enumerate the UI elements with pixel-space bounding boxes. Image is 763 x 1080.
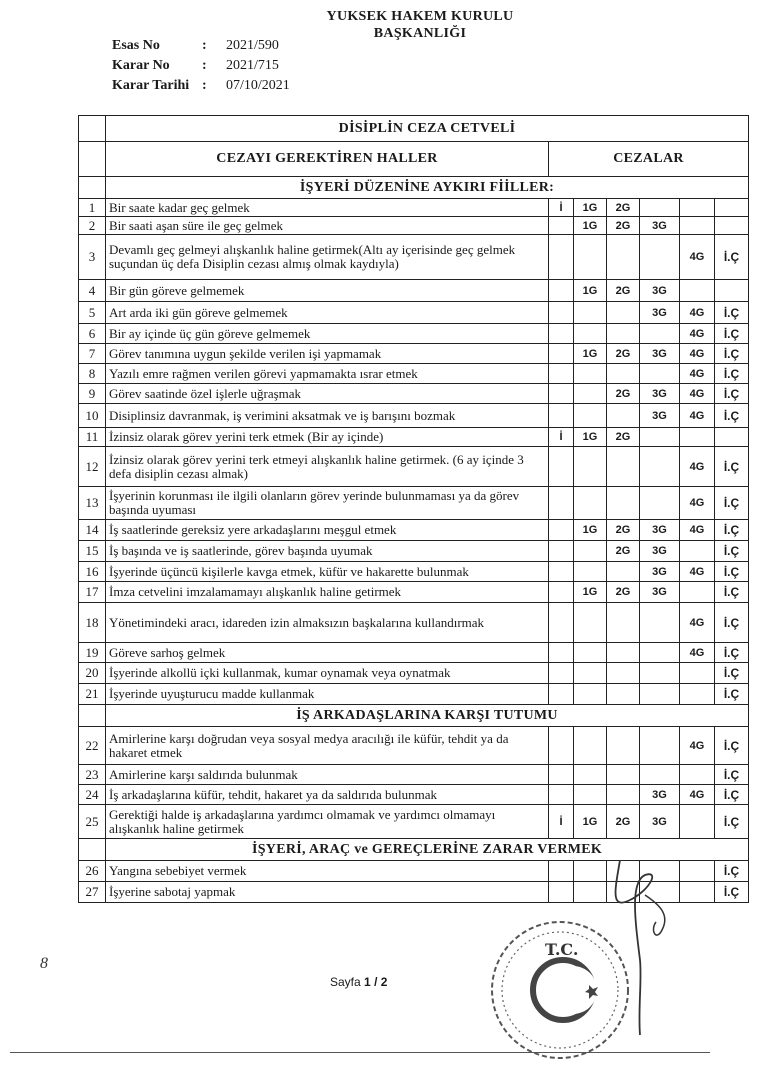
table-row [79,541,749,562]
penalty-cell [680,684,715,705]
row-description: İşyerinde uyuşturucu madde kullanmak [106,684,549,705]
penalty-cell [574,643,607,663]
penalty-cell [549,785,574,805]
row-number: 5 [79,302,106,324]
penalty-cell: İ.Ç [715,603,749,643]
row-number: 6 [79,324,106,344]
penalty-cell: 1G [574,217,607,235]
penalty-cell [680,663,715,684]
row-description: İmza cetvelini imzalamamayı alışkanlık haline getirmek [106,582,549,603]
page-bottom-rule [10,1052,710,1053]
penalty-cell: 4G [680,520,715,541]
row-description: Disiplinsiz davranmak, iş verimini aksatmak ve iş barışını bozmak [106,404,549,428]
row-description: Devamlı geç gelmeyi alışkanlık haline getirmek(Altı ay içerisinde geç gelmek suçundan üç defa Disiplin cezası almış olmak kaydıyla) [106,235,549,280]
penalty-cell: 4G [680,344,715,364]
table-title-row [79,116,749,142]
row-number: 11 [79,428,106,447]
penalty-cell [607,364,640,384]
row-number: 18 [79,603,106,643]
penalty-cell: 4G [680,487,715,520]
penalty-cell: 3G [640,302,680,324]
row-number: 1 [79,199,106,217]
penalty-cell [640,603,680,643]
penalty-cell: İ.Ç [715,324,749,344]
table-row [79,280,749,302]
table-row [79,404,749,428]
penalty-cell: İ.Ç [715,882,749,903]
table-row [79,684,749,705]
penalty-cell [640,324,680,344]
penalty-cell [607,603,640,643]
row-number: 10 [79,404,106,428]
penalty-cell: İ.Ç [715,643,749,663]
penalty-cell [574,663,607,684]
row-description: Göreve sarhoş gelmek [106,643,549,663]
penalty-cell [549,562,574,582]
row-number: 9 [79,384,106,404]
penalty-cell [607,404,640,428]
karar-row: Karar No : 2021/715 [112,58,279,73]
row-number: 21 [79,684,106,705]
row-number: 12 [79,447,106,487]
penalty-cell [607,562,640,582]
karar-label: Karar No [112,58,170,73]
column-header-row [79,142,749,177]
row-number: 16 [79,562,106,582]
penalty-cell [549,727,574,765]
margin-handwritten-mark: 8 [40,955,48,972]
seal-text: T.C. [545,940,579,959]
penalty-cell: İ.Ç [715,541,749,562]
penalty-cell: İ.Ç [715,404,749,428]
penalty-cell [607,663,640,684]
penalty-cell [574,404,607,428]
section-title: İŞYERİ DÜZENİNE AYKIRI FİİLLER: [106,177,749,199]
penalty-cell [549,324,574,344]
row-description: Bir saate kadar geç gelmek [106,199,549,217]
table-row [79,805,749,839]
penalty-cell: İ.Ç [715,861,749,882]
penalty-cell [640,199,680,217]
penalty-cell [680,199,715,217]
row-description: Bir gün göreve gelmemek [106,280,549,302]
row-description: İzinsiz olarak görev yerini terk etmeyi alışkanlık haline getirmek. (6 ay içinde 3 defa disiplin cezası almak) [106,447,549,487]
penalty-cell [680,280,715,302]
row-description: İş arkadaşlarına küfür, tehdit, hakaret ya da saldırıda bulunmak [106,785,549,805]
penalty-cell [607,324,640,344]
penalty-cell [607,487,640,520]
row-number: 7 [79,344,106,364]
penalty-cell [574,487,607,520]
table-title: DİSİPLİN CEZA CETVELİ [106,116,749,142]
penalty-cell: 1G [574,280,607,302]
penalty-cell: İ.Ç [715,562,749,582]
penalty-cell [549,582,574,603]
penalty-cell [680,765,715,785]
section-header-row [79,177,749,199]
penalty-cell: 1G [574,344,607,364]
table-row [79,582,749,603]
penalty-cell [715,280,749,302]
penalty-cell: İ.Ç [715,447,749,487]
row-description: İşyerinde üçüncü kişilerle kavga etmek, küfür ve hakarette bulunmak [106,562,549,582]
karar-value: 2021/715 [226,58,279,73]
penalty-cell: 4G [680,384,715,404]
row-description: İş saatlerinde gereksiz yere arkadaşlarını meşgul etmek [106,520,549,541]
table-row [79,364,749,384]
table-row [79,727,749,765]
penalty-table [78,115,749,903]
penalty-cell [549,344,574,364]
penalty-cell [549,447,574,487]
page-footer [330,975,387,989]
penalty-cell: 3G [640,344,680,364]
penalty-cell: 1G [574,582,607,603]
penalty-cell [574,727,607,765]
penalty-cell [549,541,574,562]
row-description: Bir ay içinde üç gün göreve gelmemek [106,324,549,344]
signature [590,850,700,1040]
penalty-cell [549,302,574,324]
table-row [79,199,749,217]
row-description: İş başında ve iş saatlerinde, görev başında uyumak [106,541,549,562]
penalty-cell: 4G [680,562,715,582]
penalty-cell [607,302,640,324]
penalty-cell [715,428,749,447]
penalty-cell [680,541,715,562]
penalty-cell: İ.Ç [715,663,749,684]
penalty-cell: 3G [640,520,680,541]
penalty-cell [607,447,640,487]
penalty-cell [549,280,574,302]
penalty-cell [574,324,607,344]
penalty-cell: 1G [574,520,607,541]
penalty-cell: 2G [607,344,640,364]
penalty-cell [680,582,715,603]
col-penalties-header: CEZALAR [549,142,749,177]
penalty-cell [574,541,607,562]
penalty-cell [607,684,640,705]
penalty-cell: 4G [680,235,715,280]
row-number: 8 [79,364,106,384]
penalty-cell: İ.Ç [715,487,749,520]
tarih-row: Karar Tarihi : 07/10/2021 [112,78,290,93]
penalty-cell: 1G [574,428,607,447]
row-number: 14 [79,520,106,541]
penalty-cell: 3G [640,785,680,805]
penalty-cell [549,217,574,235]
penalty-cell [549,663,574,684]
row-description: Gerektiği halde iş arkadaşlarına yardımcı olmamak ve yardımcı olmamayı alışkanlık haline getirmek [106,805,549,839]
row-description: Yangına sebebiyet vermek [106,861,549,882]
penalty-cell: 2G [607,280,640,302]
penalty-cell: İ [549,805,574,839]
table-row [79,235,749,280]
row-description: Yönetimindeki aracı, idareden izin almaksızın başkalarına kullandırmak [106,603,549,643]
penalty-cell: 2G [607,428,640,447]
tarih-value: 07/10/2021 [226,78,290,93]
penalty-cell: İ.Ç [715,805,749,839]
penalty-cell [640,364,680,384]
penalty-cell: 4G [680,603,715,643]
penalty-cell [549,861,574,882]
table-row [79,428,749,447]
penalty-cell [607,785,640,805]
row-description: İzinsiz olarak görev yerini terk etmek (Bir ay içinde) [106,428,549,447]
penalty-cell [574,785,607,805]
penalty-cell [640,447,680,487]
penalty-cell [607,643,640,663]
esas-value: 2021/590 [226,38,279,53]
row-description: İşyerinde alkollü içki kullanmak, kumar oynamak veya oynatmak [106,663,549,684]
penalty-cell [640,428,680,447]
row-number: 26 [79,861,106,882]
penalty-cell: İ.Ç [715,684,749,705]
penalty-cell [574,765,607,785]
penalty-cell: İ.Ç [715,582,749,603]
penalty-cell [549,404,574,428]
penalty-cell: 3G [640,384,680,404]
section-title: İŞ ARKADAŞLARINA KARŞI TUTUMU [106,705,749,727]
table-row [79,603,749,643]
row-number: 15 [79,541,106,562]
row-description: Yazılı emre rağmen verilen görevi yapmamakta ısrar etmek [106,364,549,384]
penalty-cell: 3G [640,805,680,839]
penalty-cell: 3G [640,280,680,302]
page-separator: / [374,975,378,989]
penalty-cell [549,603,574,643]
penalty-cell: İ.Ç [715,302,749,324]
row-description: İşyerine sabotaj yapmak [106,882,549,903]
row-description: Art arda iki gün göreve gelmemek [106,302,549,324]
table-row [79,324,749,344]
penalty-cell [574,364,607,384]
page-current: 1 [364,975,371,989]
penalty-cell [680,217,715,235]
tarih-label: Karar Tarihi [112,78,190,93]
penalty-cell [715,217,749,235]
penalty-cell [574,302,607,324]
penalty-cell [640,765,680,785]
page-total: 2 [380,975,388,989]
penalty-cell: 4G [680,364,715,384]
penalty-cell: İ [549,428,574,447]
table-row [79,562,749,582]
table-row [79,663,749,684]
penalty-cell: 1G [574,805,607,839]
row-number: 20 [79,663,106,684]
penalty-cell: 2G [607,199,640,217]
penalty-cell [640,663,680,684]
penalty-cell: 4G [680,324,715,344]
penalty-cell [549,364,574,384]
penalty-cell: 1G [574,199,607,217]
table-row [79,487,749,520]
penalty-cell: 2G [607,541,640,562]
penalty-cell [549,487,574,520]
penalty-cell: İ.Ç [715,765,749,785]
row-description: Bir saati aşan süre ile geç gelmek [106,217,549,235]
penalty-cell: 4G [680,404,715,428]
table-row [79,447,749,487]
penalty-cell: 2G [607,520,640,541]
row-number: 2 [79,217,106,235]
title-line-1: YUKSEK HAKEM KURULU [326,9,514,24]
penalty-cell [549,520,574,541]
table-row [79,765,749,785]
penalty-cell [549,235,574,280]
penalty-cell [549,882,574,903]
row-number: 23 [79,765,106,785]
penalty-cell: 3G [640,541,680,562]
row-number: 17 [79,582,106,603]
penalty-cell [640,684,680,705]
table-row [79,643,749,663]
penalty-cell [549,684,574,705]
penalty-cell [640,487,680,520]
esas-label: Esas No [112,38,160,53]
page-label: Sayfa [330,975,361,989]
case-metadata [112,36,290,96]
penalty-cell: 2G [607,217,640,235]
penalty-cell: 4G [680,785,715,805]
penalty-cell: 2G [607,384,640,404]
table-row [79,520,749,541]
row-number: 22 [79,727,106,765]
penalty-cell: İ.Ç [715,364,749,384]
penalty-cell [715,199,749,217]
penalty-cell [640,727,680,765]
table-row [79,302,749,324]
penalty-cell [574,384,607,404]
penalty-cell [607,765,640,785]
penalty-cell: 3G [640,404,680,428]
row-number: 4 [79,280,106,302]
row-number: 24 [79,785,106,805]
row-number: 19 [79,643,106,663]
penalty-cell [574,603,607,643]
penalty-cell: 4G [680,727,715,765]
col-situations-header: CEZAYI GEREKTİREN HALLER [106,142,549,177]
penalty-cell: İ.Ç [715,384,749,404]
section-header-row [79,705,749,727]
penalty-cell: 3G [640,217,680,235]
penalty-cell: İ.Ç [715,235,749,280]
penalty-cell [680,428,715,447]
table-row [79,785,749,805]
penalty-cell: İ.Ç [715,520,749,541]
table-row [79,217,749,235]
penalty-cell [607,235,640,280]
penalty-cell: 4G [680,302,715,324]
penalty-cell: 3G [640,582,680,603]
table-row [79,384,749,404]
row-number: 3 [79,235,106,280]
penalty-cell [574,562,607,582]
table-row [79,344,749,364]
penalty-cell [574,447,607,487]
penalty-cell: İ [549,199,574,217]
penalty-cell: İ.Ç [715,727,749,765]
penalty-cell [549,643,574,663]
penalty-cell: 2G [607,582,640,603]
row-description: Görev saatinde özel işlerle uğraşmak [106,384,549,404]
penalty-cell: İ.Ç [715,344,749,364]
row-number: 27 [79,882,106,903]
penalty-cell [574,235,607,280]
esas-row: Esas No : 2021/590 [112,38,279,53]
penalty-cell: 4G [680,643,715,663]
penalty-cell: 2G [607,805,640,839]
row-number: 13 [79,487,106,520]
row-description: İşyerinin korunması ile ilgili olanların görev yerinde bulunmaması ya da görev başında uyuması [106,487,549,520]
penalty-cell [549,765,574,785]
row-description: Amirlerine karşı saldırıda bulunmak [106,765,549,785]
row-description: Amirlerine karşı doğrudan veya sosyal medya aracılığı ile küfür, tehdit ya da hakaret etmek [106,727,549,765]
penalty-cell [574,684,607,705]
penalty-cell [640,235,680,280]
row-description: Görev tanımına uygun şekilde verilen işi yapmamak [106,344,549,364]
penalty-cell [607,727,640,765]
row-number: 25 [79,805,106,839]
title-line-2: BAŞKANLIĞI [373,26,467,41]
document-title [290,8,550,42]
penalty-cell [680,805,715,839]
penalty-cell: 4G [680,447,715,487]
penalty-cell: 3G [640,562,680,582]
penalty-cell [640,643,680,663]
penalty-cell: İ.Ç [715,785,749,805]
penalty-cell [549,384,574,404]
section-title: İŞYERİ, ARAÇ ve GEREÇLERİNE ZARAR VERMEK [106,839,749,861]
